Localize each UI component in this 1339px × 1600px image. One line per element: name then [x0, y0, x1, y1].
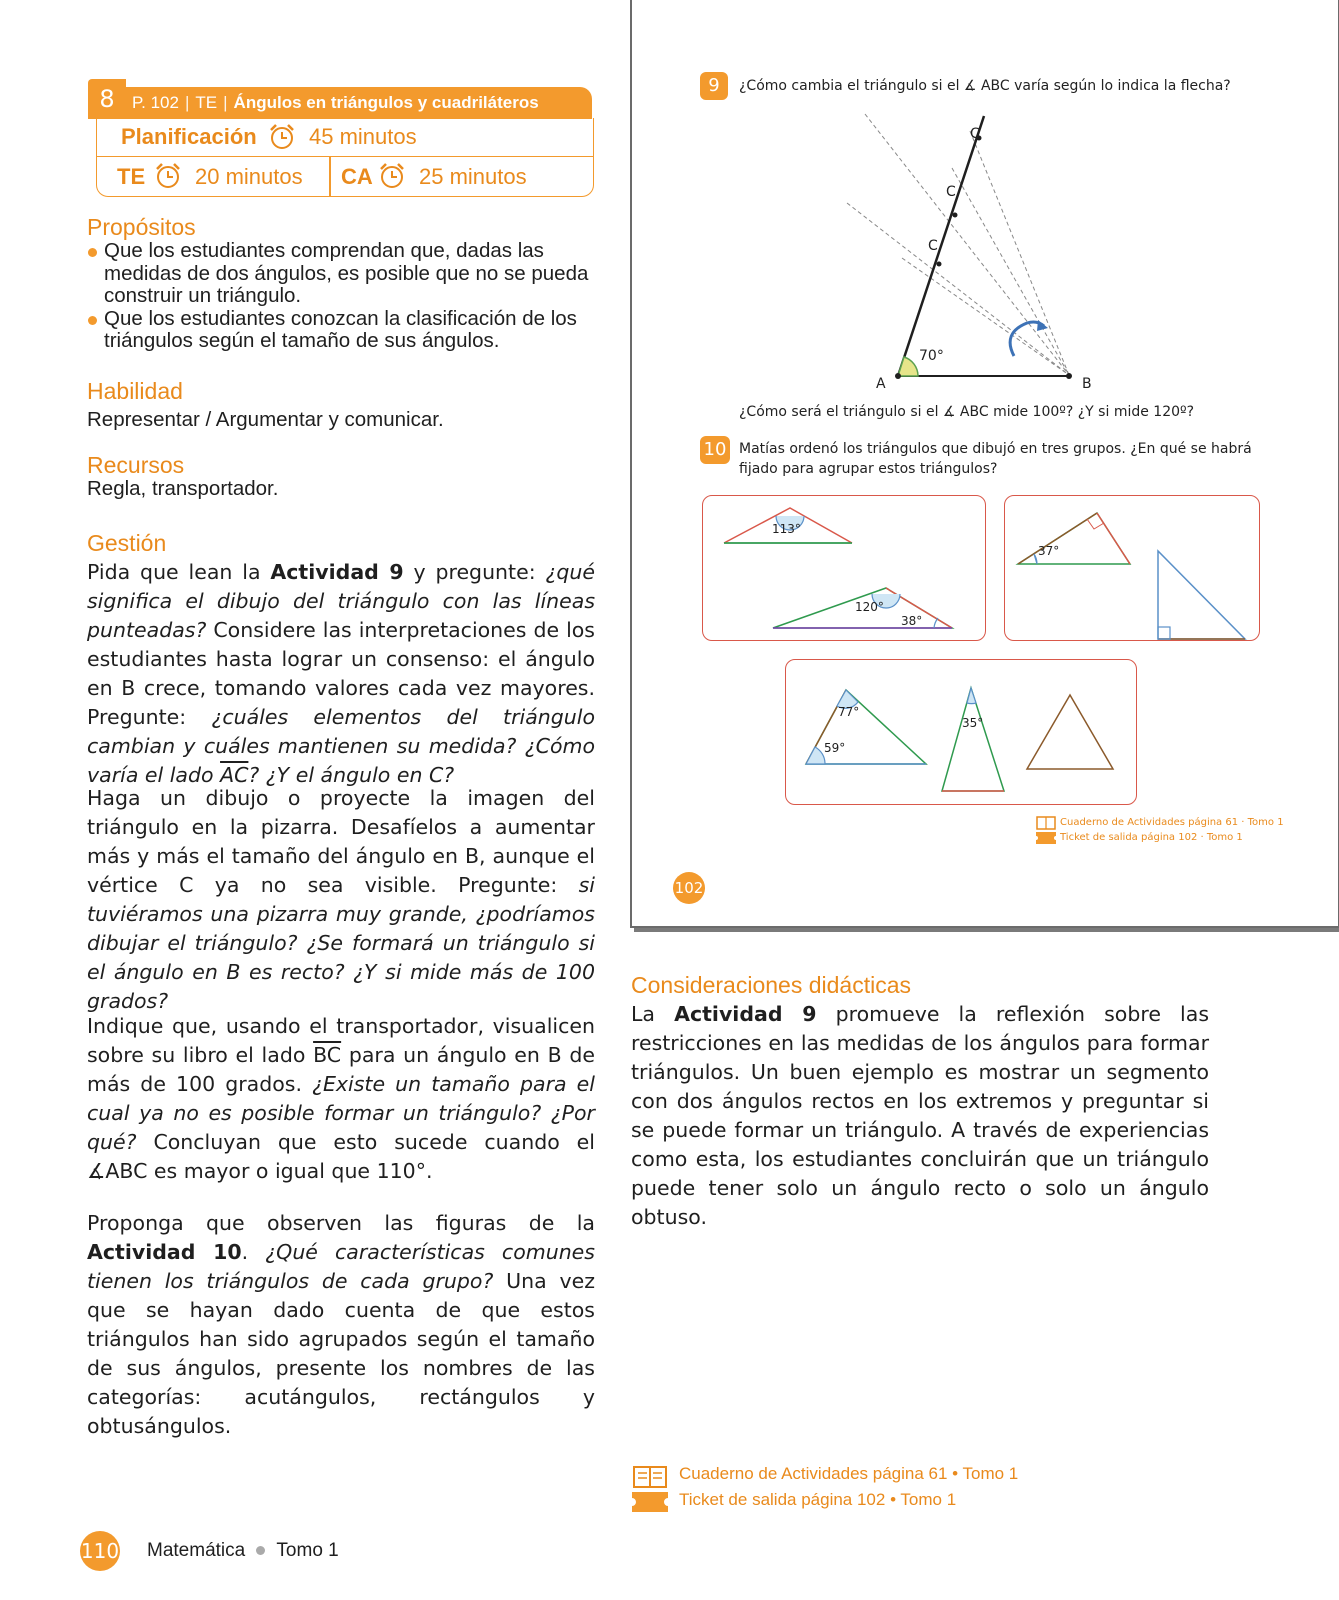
planning-time: 45 minutos [309, 124, 417, 149]
consideraciones-text: La Actividad 9 promueve la reflexión sobre las restricciones en las medidas de los ángulos para formar triángulos. Un buen ejemplo es mostrar un segmento con dos ángulos rectos en los extremos y preguntar si se puede formar un triángulo. A través de experiencias como esta, los estudiantes concluirán que un triángulo puede tener solo un ángulo recto o solo un ángulo obtuso. [631, 1002, 1209, 1229]
footer-dot [256, 1546, 265, 1555]
te-reference: TE [195, 93, 218, 112]
consideraciones-title: Consideraciones didácticas [631, 972, 911, 998]
book-icon [1036, 816, 1056, 830]
planning-label: Planificación [121, 124, 257, 149]
time-split-row [97, 157, 593, 196]
ticket-reference: Ticket de salida página 102 • Tomo 1 [679, 1490, 957, 1509]
page-number-badge: 102 [673, 872, 705, 904]
cuaderno-reference: Cuaderno de Actividades página 61 • Tomo 1 [679, 1464, 1019, 1483]
angle-label: 113° [772, 522, 801, 536]
ca-label: CA [341, 164, 373, 189]
gestion-paragraph-2: Haga un dibujo o proyecte la imagen del triángulo en la pizarra. Desafíelos a aumentar más y más el tamaño del ángulo en B, aunque el vértice C ya no sea visible. Pregunte: si tuviéramos una pizarra muy grande, ¿podríamos dibujar el triángulo? ¿Se formará un triángulo si el ángulo en B es recto? ¿Y si mide más de 100 grados? [87, 786, 595, 1013]
angle-label: 35° [962, 716, 984, 730]
te-time: 20 minutos [195, 164, 303, 189]
triangles-figure [632, 0, 1338, 926]
vertex-b-label: B [1082, 376, 1092, 392]
lesson-title: Ángulos en triángulos y cuadriláteros [233, 93, 539, 112]
activity-9-text: ¿Cómo cambia el triángulo si el ∡ ABC varía según lo indica la flecha? [739, 78, 1231, 94]
recursos-text: Regla, transportador. [87, 477, 279, 500]
lesson-title-bar [126, 87, 592, 119]
footer-subject: Matemática [147, 1540, 246, 1561]
activity-10-badge: 10 [700, 436, 730, 464]
ticket-reference-small: Ticket de salida página 102 · Tomo 1 [1060, 832, 1243, 843]
propositos-title: Propósitos [87, 214, 196, 240]
list-item: Que los estudiantes comprendan que, dadas las medidas de dos ángulos, es posible que no se pueda construir un triángulo. [86, 240, 594, 308]
page-reference: P. 102 [132, 93, 179, 112]
footer-tomo: Tomo 1 [276, 1540, 339, 1561]
activity-9-badge: 9 [700, 72, 728, 100]
book-icon [632, 1465, 668, 1489]
propositos-list [86, 240, 594, 353]
angle-label: 38° [901, 614, 923, 628]
alarm-clock-icon [153, 161, 183, 191]
activity-10-text: Matías ordenó los triángulos que dibujó en tres grupos. ¿En qué se habrá fijado para agrupar estos triángulos? [739, 441, 1252, 477]
divider [329, 157, 331, 196]
vertex-c-label: C [946, 184, 956, 200]
cuaderno-reference-small: Cuaderno de Actividades página 61 · Tomo 1 [1060, 817, 1284, 828]
recursos-title: Recursos [87, 452, 185, 478]
vertex-c-label: C [928, 238, 938, 254]
ticket-icon [1036, 832, 1056, 844]
separator: | [223, 93, 228, 112]
angle-label: 37° [1038, 544, 1060, 558]
ticket-icon [632, 1492, 668, 1512]
angle-label: 59° [824, 741, 846, 755]
footer-page-number: 110 [80, 1531, 120, 1571]
ca-time: 25 minutos [419, 164, 527, 189]
separator: | [184, 93, 190, 112]
gestion-title: Gestión [87, 530, 167, 556]
habilidad-text: Representar / Argumentar y comunicar. [87, 408, 444, 431]
alarm-clock-icon [267, 122, 297, 152]
planning-box [96, 118, 594, 197]
habilidad-title: Habilidad [87, 378, 183, 404]
angle-label: 77° [838, 705, 860, 719]
vertex-a-label: A [876, 376, 886, 392]
gestion-paragraph-1: Pida que lean la Actividad 9 y pregunte: ¿qué significa el dibujo del triángulo con las líneas punteadas? Considere las interpretaciones de los estudiantes hasta lograr un consenso: el ángulo en B crece, tomando valores cada vez mayores. Pregunte: ¿cuáles elementos del triángulo cambian y cuáles mantienen su medida? ¿Cómo varía el lado $\overline{AC}$? ¿Y el ángulo en C? [87, 560, 596, 787]
te-label: TE [117, 164, 146, 189]
footer-text [147, 1540, 339, 1562]
planning-row [97, 118, 593, 157]
student-page-thumbnail [630, 0, 1339, 928]
list-item: Que los estudiantes conozcan la clasificación de los triángulos según el tamaño de sus ángulos. [86, 308, 594, 353]
activity-9-question: ¿Cómo será el triángulo si el ∡ ABC mide 100º? ¿Y si mide 120º? [739, 404, 1195, 420]
angle-label: 70° [919, 348, 944, 364]
vertex-c-label: C [970, 126, 980, 142]
gestion-paragraph-4: Proponga que observen las figuras de la Actividad 10. ¿Qué características comunes tienen los triángulos de cada grupo? Una vez que se hayan dado cuenta de que estos triángulos han sido agrupados según el tamaño de sus ángulos, presente los nombres de las categorías: acutángulos, rectángulos y obtusángulos. [87, 1211, 595, 1438]
alarm-clock-icon [377, 161, 407, 191]
angle-label: 120° [855, 600, 884, 614]
gestion-paragraph-3: Indique que, usando el transportador, visualicen sobre su libro el lado $\overline{BC}$ para un ángulo en B de más de 100 grados. ¿Existe un tamaño para el cual ya no es posible formar un triángulo? ¿Por qué? Concluyan que esto sucede cuando el ∡ABC es mayor o igual que 110°. [87, 1014, 595, 1183]
lesson-number-badge: 8 [88, 79, 126, 119]
